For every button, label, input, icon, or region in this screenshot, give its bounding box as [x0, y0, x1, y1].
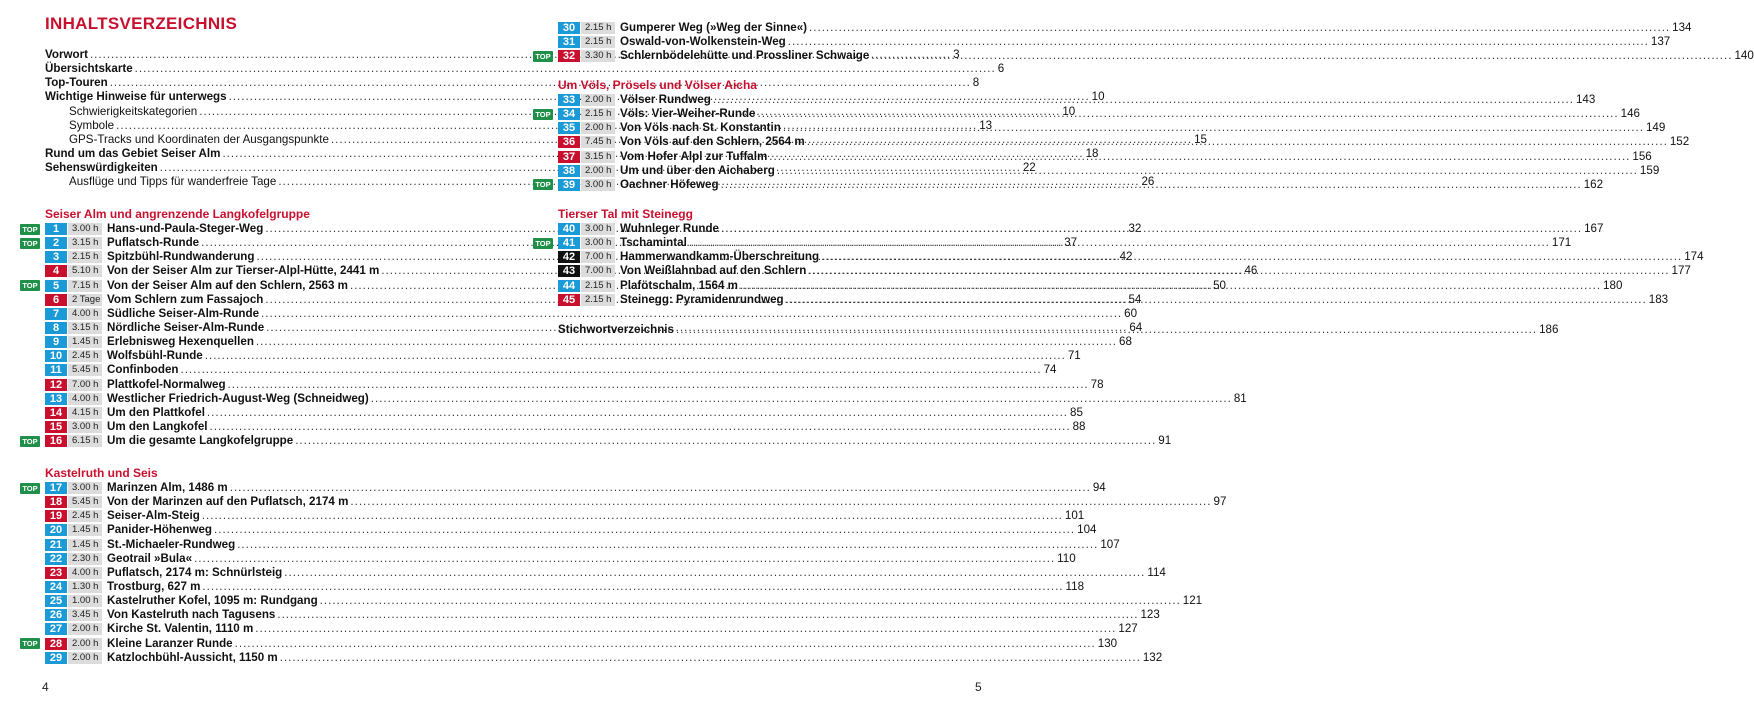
tour-page: 46 — [1244, 264, 1258, 278]
tour-name: Westlicher Friedrich-August-Weg (Schneidweg) — [107, 391, 369, 405]
tour-duration: 1.45 h — [68, 524, 102, 536]
tour-duration: 7.15 h — [68, 280, 102, 292]
tour-entry[interactable] — [45, 349, 1081, 363]
tour-number: 41 — [558, 237, 580, 249]
tour-duration: 3.15 h — [581, 151, 615, 163]
tour-duration: 3.00 h — [581, 179, 615, 191]
top-tour-badge: TOP — [20, 436, 40, 447]
section-heading: Um Völs, Prösels und Völser Aicha — [558, 78, 757, 92]
tour-duration: 3.00 h — [68, 223, 102, 235]
tour-name: Kleine Laranzer Runde — [107, 636, 233, 650]
tour-page: 64 — [1129, 320, 1143, 334]
tour-number: 39 — [558, 179, 580, 191]
tour-duration: 7.00 h — [68, 379, 102, 391]
tour-page: 104 — [1077, 523, 1097, 537]
index-page: 186 — [1539, 323, 1559, 336]
tour-page: 132 — [1142, 650, 1163, 664]
tour-page: 54 — [1128, 292, 1142, 306]
section-heading: Kastelruth und Seis — [45, 466, 158, 480]
tour-duration: 7.45 h — [581, 136, 615, 148]
tour-entry[interactable] — [45, 509, 1085, 523]
tour-duration: 3.00 h — [581, 237, 615, 249]
tour-name: Von der Seiser Alm auf den Schlern, 2563 m — [107, 278, 348, 292]
tour-duration: 3.00 h — [581, 223, 615, 235]
tour-number: 10 — [45, 350, 67, 362]
leader-dots — [786, 293, 1647, 307]
tour-duration: 2.30 h — [68, 553, 102, 565]
tour-name: Erlebnisweg Hexenquellen — [107, 335, 254, 349]
tour-duration: 4.15 h — [68, 407, 102, 419]
tour-number: 31 — [558, 36, 580, 48]
tour-entry[interactable] — [45, 594, 1203, 608]
tour-duration: 3.45 h — [68, 609, 102, 621]
tour-line — [620, 104, 1640, 121]
tour-name: Von der Seiser Alm zur Tierser-Alpl-Hütte, 2441 m — [107, 264, 380, 278]
tour-page: 152 — [1669, 135, 1690, 149]
tour-name: Von Völs auf den Schlern, 2564 m — [620, 135, 805, 149]
tour-page: 71 — [1067, 349, 1081, 363]
tour-name: Puflatsch-Runde — [107, 236, 200, 250]
tour-entry[interactable] — [45, 650, 1163, 665]
tour-number: 42 — [558, 251, 580, 263]
tour-name: Wolfsbühl-Runde — [107, 349, 203, 363]
tour-page: 85 — [1070, 405, 1083, 419]
continued-tour-list — [535, 21, 1754, 63]
tour-duration: 2.15 h — [581, 280, 615, 292]
tour-number: 18 — [45, 496, 67, 508]
tour-entry[interactable] — [45, 565, 1166, 580]
toc-entry-label: Top-Touren — [45, 76, 108, 90]
index-label: Stichwortverzeichnis — [558, 323, 674, 336]
tour-number: 13 — [45, 393, 67, 405]
tour-entry[interactable] — [45, 551, 1076, 566]
tour-page: 174 — [1684, 250, 1704, 264]
toc-entry-label: GPS-Tracks und Koordinaten der Ausgangspunkte — [69, 132, 329, 146]
tour-duration: 2.45 h — [68, 350, 102, 362]
leader-dots — [713, 93, 1574, 107]
top-tour-badge: TOP — [533, 179, 553, 190]
tour-page: 130 — [1097, 636, 1118, 650]
tour-number: 43 — [558, 265, 580, 277]
tour-duration: 2.45 h — [68, 510, 102, 522]
tour-name: Panider-Höhenweg — [107, 523, 213, 537]
tour-page: 183 — [1648, 292, 1669, 306]
leader-dots — [721, 222, 1582, 236]
tour-entry[interactable] — [558, 250, 1704, 264]
leader-dots — [807, 132, 1668, 149]
toc-entry-page: 13 — [979, 118, 993, 132]
toc-entry-page: 3 — [953, 48, 960, 61]
tour-page: 101 — [1064, 509, 1085, 523]
tour-entry[interactable] — [45, 622, 1138, 636]
tour-name: Wuhnleger Runde — [620, 222, 719, 235]
tour-name: Kirche St. Valentin, 1110 m — [107, 622, 254, 636]
tour-page: 167 — [1584, 222, 1604, 235]
tour-number: 38 — [558, 165, 580, 177]
tour-line — [620, 21, 1692, 35]
tour-number: 35 — [558, 122, 580, 134]
tour-duration: 1.30 h — [68, 581, 102, 593]
tour-duration: 2.15 h — [581, 294, 615, 306]
page-number: 5 — [975, 680, 982, 694]
tour-line — [620, 49, 1754, 63]
tour-name: Confinboden — [107, 363, 179, 377]
tour-number: 14 — [45, 407, 67, 419]
tour-page: 114 — [1147, 565, 1166, 579]
tour-duration: 2.00 h — [68, 652, 102, 664]
leader-dots — [769, 150, 1630, 164]
toc-entry-page: 8 — [972, 76, 980, 90]
tour-number: 8 — [45, 322, 67, 334]
tour-duration: 4.00 h — [68, 393, 102, 405]
tour-entry[interactable] — [558, 21, 1692, 35]
tour-duration: 2.00 h — [581, 122, 615, 134]
tour-page: 140 — [1734, 49, 1754, 63]
tour-entry[interactable] — [45, 405, 1083, 420]
tour-name: Von der Marinzen auf den Puflatsch, 2174 m — [107, 495, 349, 509]
tour-line — [620, 264, 1691, 278]
tour-entry[interactable] — [558, 135, 1690, 149]
tour-name: Puflatsch, 2174 m: Schnürlsteig — [107, 565, 283, 579]
tour-duration: 5.45 h — [68, 364, 102, 376]
toc-entry-label: Sehenswürdigkeiten — [45, 161, 158, 175]
tour-line — [620, 93, 1595, 107]
tour-number: 37 — [558, 151, 580, 163]
tour-number: 44 — [558, 280, 580, 292]
tour-entry[interactable] — [45, 377, 1104, 392]
tour-number: 1 — [45, 223, 67, 235]
tour-page: 134 — [1672, 21, 1692, 34]
toc-entry[interactable] — [45, 62, 1005, 76]
tour-number: 6 — [45, 294, 67, 306]
tour-entry[interactable] — [22, 481, 1106, 495]
tour-duration: 1.45 h — [68, 539, 102, 551]
tour-page: 171 — [1551, 236, 1572, 250]
tour-name: Um und über den Aichaberg — [620, 163, 775, 177]
toc-entry-page: 10 — [1062, 104, 1076, 118]
leader-dots — [721, 178, 1582, 192]
tour-duration: 1.00 h — [68, 595, 102, 607]
tour-number: 24 — [45, 581, 67, 593]
tour-page: 137 — [1650, 35, 1671, 49]
tour-page: 50 — [1213, 278, 1226, 292]
leader-dots — [871, 49, 1732, 63]
tour-page: 97 — [1213, 495, 1227, 509]
tour-number: 11 — [45, 364, 67, 376]
tour-number: 2 — [45, 237, 67, 249]
tour-name: Vom Hofer Alpl zur Tuffalm — [620, 149, 768, 163]
tour-duration: 4.00 h — [68, 567, 102, 579]
tour-line — [620, 35, 1670, 49]
tour-line — [620, 222, 1603, 236]
tour-name: Schlernbödelehütte und Prossliner Schwaige — [620, 49, 870, 63]
tour-duration: 2.15 h — [581, 22, 615, 34]
top-tour-badge: TOP — [533, 51, 553, 62]
tour-line — [620, 150, 1652, 164]
tour-duration: 3.30 h — [581, 50, 615, 62]
tour-name: Vom Schlern zum Fassajoch — [107, 292, 264, 306]
tour-number: 26 — [45, 609, 67, 621]
top-tour-badge: TOP — [533, 109, 553, 120]
tour-duration: 2.00 h — [581, 94, 615, 106]
tour-number: 28 — [45, 638, 67, 650]
tour-entry[interactable] — [45, 523, 1097, 537]
tour-number: 30 — [558, 22, 580, 34]
tour-page: 68 — [1119, 335, 1132, 349]
tour-entry[interactable] — [45, 579, 1085, 594]
tour-line — [620, 250, 1704, 264]
tour-duration: 2.15 h — [68, 251, 102, 263]
toc-entry-page: 26 — [1141, 175, 1155, 189]
tour-name: Spitzbühl-Rundwanderung — [107, 250, 255, 264]
tour-number: 21 — [45, 539, 67, 551]
top-tour-badge: TOP — [20, 224, 40, 235]
tour-entry[interactable] — [22, 434, 1172, 448]
tour-name: Um den Plattkofel — [107, 405, 205, 419]
tour-name: Oachner Höfeweg — [620, 177, 719, 191]
tour-duration: 2.15 h — [581, 36, 615, 48]
tour-name: Marinzen Alm, 1486 m — [107, 481, 228, 494]
toc-entry-label: Ausflüge und Tipps für wanderfreie Tage — [69, 175, 277, 189]
tour-page: 110 — [1057, 551, 1076, 565]
tour-name: Um den Langkofel — [107, 419, 208, 433]
leader-dots — [783, 118, 1644, 135]
tour-entry[interactable] — [45, 608, 1160, 622]
tour-page: 118 — [1065, 579, 1085, 593]
tour-entry[interactable] — [45, 391, 1247, 406]
tour-number: 36 — [558, 136, 580, 148]
tour-name: Nördliche Seiser-Alm-Runde — [107, 320, 265, 334]
toc-entry-label: Wichtige Hinweise für unterwegs — [45, 90, 227, 104]
tour-number: 12 — [45, 379, 67, 391]
tour-duration: 5.45 h — [68, 496, 102, 508]
tour-page: 146 — [1620, 107, 1640, 121]
tour-duration: 5.10 h — [68, 265, 102, 277]
tour-name: Oswald-von-Wolkenstein-Weg — [620, 35, 786, 49]
tour-duration: 4.00 h — [68, 308, 102, 320]
tour-line — [620, 293, 1668, 307]
leader-dots — [689, 236, 1550, 250]
tour-name: Von Kastelruth nach Tagusens — [107, 608, 276, 622]
tour-number: 45 — [558, 294, 580, 306]
tour-duration: 1.45 h — [68, 336, 102, 348]
tour-line — [620, 132, 1690, 149]
tour-duration: 2.00 h — [68, 638, 102, 650]
tour-number: 17 — [45, 482, 67, 494]
tour-page: 121 — [1182, 594, 1203, 608]
tour-page: 180 — [1603, 278, 1623, 292]
toc-entry-label: Vorwort — [45, 48, 88, 61]
tour-entry[interactable] — [45, 537, 1120, 552]
tour-number: 22 — [45, 553, 67, 565]
tour-page: 88 — [1072, 419, 1086, 433]
tour-page: 143 — [1575, 93, 1596, 106]
page-title: INHALTSVERZEICHNIS — [45, 14, 238, 33]
tour-page: 107 — [1100, 537, 1120, 551]
tour-entry[interactable] — [45, 335, 1132, 349]
tour-duration: 3.00 h — [68, 421, 102, 433]
tour-name: St.-Michaeler-Rundweg — [107, 537, 236, 551]
tour-page: 32 — [1128, 222, 1142, 235]
toc-entry-page: 6 — [997, 62, 1005, 76]
tour-number: 19 — [45, 510, 67, 522]
page-number: 4 — [42, 680, 49, 694]
tour-number: 23 — [45, 567, 67, 579]
tour-line — [620, 178, 1603, 192]
tour-name: Plattkofel-Normalweg — [107, 377, 226, 391]
tour-number: 20 — [45, 524, 67, 536]
tour-entry[interactable] — [558, 35, 1671, 49]
tour-line — [620, 164, 1659, 178]
toc-entry-page: 18 — [1085, 146, 1099, 160]
tour-entry[interactable] — [45, 419, 1086, 434]
tour-duration: 2.15 h — [581, 108, 615, 120]
tour-page: 149 — [1645, 121, 1666, 135]
tour-entry[interactable] — [22, 636, 1118, 651]
tour-number: 27 — [45, 623, 67, 635]
tour-name: Gumperer Weg (»Weg der Sinne«) — [620, 21, 808, 34]
top-tour-badge: TOP — [20, 638, 40, 649]
top-tour-badge: TOP — [533, 238, 553, 249]
tour-name: Völser Rundweg — [620, 93, 711, 106]
tour-entry[interactable] — [45, 306, 1138, 321]
toc-entry-page: 15 — [1194, 132, 1207, 146]
tour-line — [620, 118, 1666, 135]
tour-name: Steinegg: Pyramidenrundweg — [620, 292, 784, 306]
tour-duration: 6.15 h — [68, 435, 102, 447]
tour-page: 74 — [1043, 363, 1057, 377]
top-tour-badge: TOP — [20, 280, 40, 291]
tour-name: Um die gesamte Langkofelgruppe — [107, 434, 294, 448]
toc-entry-label: Rund um das Gebiet Seiser Alm — [45, 146, 221, 160]
tour-name: Von Weißlahnbad auf den Schlern — [620, 264, 807, 278]
tour-page: 37 — [1064, 236, 1078, 250]
tour-page: 123 — [1140, 608, 1160, 622]
tour-name: Südliche Seiser-Alm-Runde — [107, 306, 260, 320]
leader-dots — [808, 264, 1669, 278]
tour-duration: 3.15 h — [68, 322, 102, 334]
tour-number: 34 — [558, 108, 580, 120]
tour-page: 42 — [1119, 250, 1133, 264]
tour-name: Hammerwandkamm-Überschreitung — [620, 250, 820, 264]
leader-dots — [788, 35, 1649, 49]
leader-dots — [740, 279, 1601, 293]
tour-page: 91 — [1158, 434, 1172, 448]
tour-name: Von Völs nach St. Konstantin — [620, 121, 781, 135]
tour-duration: 3.00 h — [68, 482, 102, 494]
tour-number: 25 — [45, 595, 67, 607]
toc-entry-page: 22 — [1022, 161, 1036, 175]
tour-duration: 7.00 h — [581, 251, 615, 263]
leader-dots — [777, 164, 1638, 178]
top-tour-badge: TOP — [20, 483, 40, 494]
tour-duration: 3.15 h — [68, 237, 102, 249]
toc-entry-label: Symbole — [69, 118, 115, 132]
tour-duration: 7.00 h — [581, 265, 615, 277]
tour-number: 40 — [558, 223, 580, 235]
tour-line — [620, 236, 1571, 250]
tour-number: 32 — [558, 50, 580, 62]
tour-entry[interactable] — [535, 49, 1754, 63]
tour-number: 5 — [45, 280, 67, 292]
tour-name: Seiser-Alm-Steig — [107, 509, 200, 523]
tour-name: Hans-und-Paula-Steger-Weg — [107, 222, 264, 235]
tour-number: 9 — [45, 336, 67, 348]
tour-name: Trostburg, 627 m — [107, 579, 201, 593]
tour-name: Plafötschalm, 1564 m — [620, 278, 738, 292]
tour-page: 156 — [1632, 149, 1652, 163]
tour-number: 29 — [45, 652, 67, 664]
leader-dots — [821, 250, 1682, 264]
tour-duration: 2.00 h — [581, 165, 615, 177]
toc-entry-page: 10 — [1091, 90, 1105, 104]
section-heading: Tierser Tal mit Steinegg — [558, 207, 693, 221]
leader-dots — [758, 104, 1619, 121]
tour-number: 15 — [45, 421, 67, 433]
tour-page: 159 — [1639, 163, 1660, 177]
tour-name: Geotrail »Bula« — [107, 551, 193, 565]
tour-number: 33 — [558, 94, 580, 106]
tour-line — [620, 279, 1622, 293]
toc-entry-label: Übersichtskarte — [45, 62, 133, 76]
tour-page: 127 — [1118, 622, 1138, 636]
tour-page: 162 — [1583, 177, 1604, 191]
tour-page: 177 — [1671, 264, 1691, 278]
tour-page: 94 — [1092, 481, 1106, 494]
tour-page: 78 — [1090, 377, 1104, 391]
section-kastelruth — [22, 466, 1227, 665]
tour-number: 4 — [45, 265, 67, 277]
tour-page: 60 — [1124, 306, 1138, 320]
tour-entry[interactable] — [45, 363, 1057, 377]
toc-entry-label: Schwierigkeitskategorien — [69, 104, 198, 118]
tour-name: Katzlochbühl-Aussicht, 1150 m — [107, 650, 278, 664]
tour-number: 3 — [45, 251, 67, 263]
tour-name: Kastelruther Kofel, 1095 m: Rundgang — [107, 594, 318, 608]
tour-number: 7 — [45, 308, 67, 320]
tour-number: 16 — [45, 435, 67, 447]
leader-dots — [809, 21, 1670, 35]
top-tour-badge: TOP — [20, 238, 40, 249]
tour-duration: 2.00 h — [68, 623, 102, 635]
tour-name: Tschamintal — [620, 236, 687, 250]
tour-duration: 2 Tage — [68, 294, 102, 306]
tour-name: Völs: Vier-Weiher-Runde — [620, 107, 756, 121]
tour-page: 81 — [1233, 391, 1247, 405]
section-heading: Seiser Alm und angrenzende Langkofelgruppe — [45, 207, 310, 221]
tour-entry[interactable] — [45, 495, 1227, 509]
